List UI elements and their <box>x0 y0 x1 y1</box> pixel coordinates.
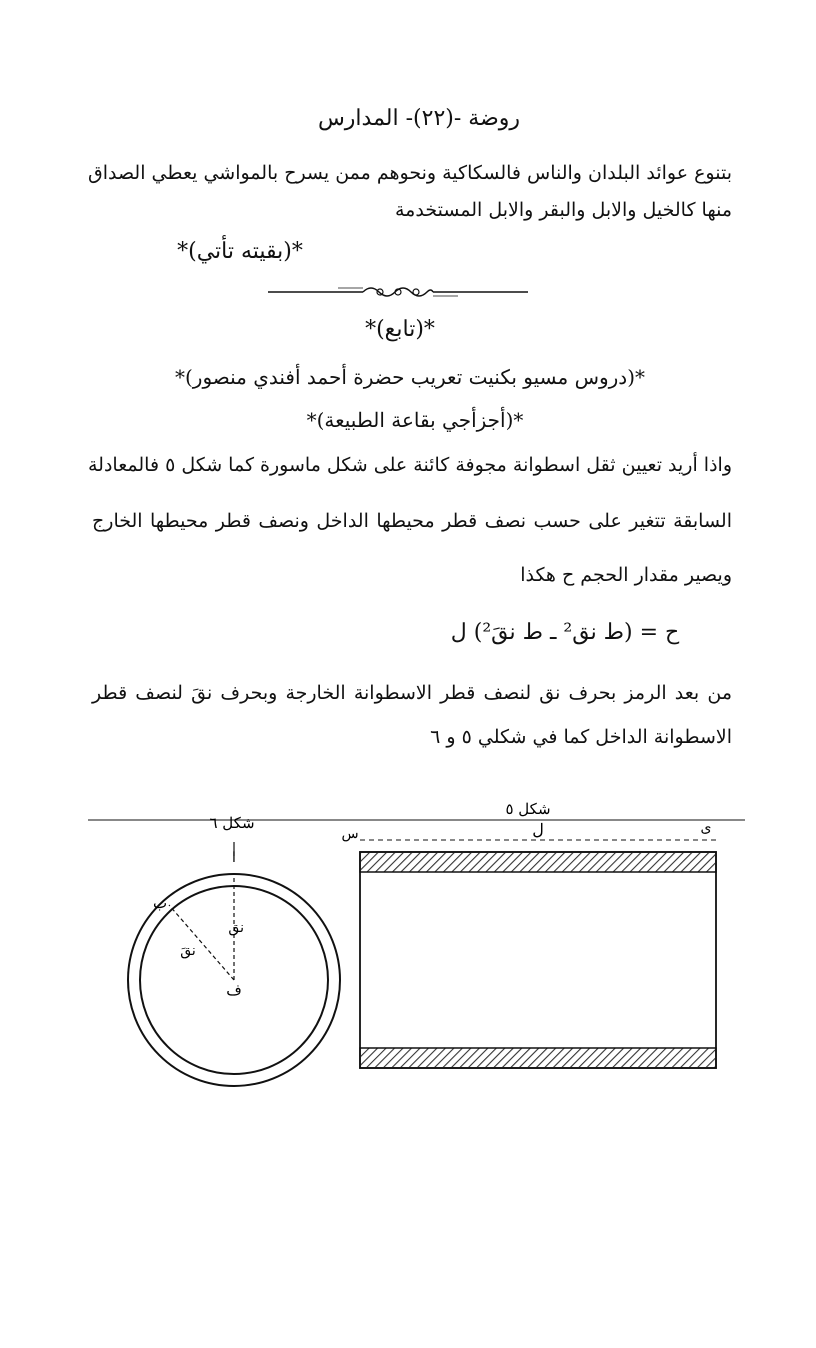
text-line: منها كالخيل والابل والبقر والابل المستخدمة <box>394 199 732 221</box>
ornamental-divider <box>268 283 528 301</box>
figures-diagram <box>0 780 816 1090</box>
label-right: ى <box>700 820 712 836</box>
article-title: *(دروس مسيو بكنيت تعريب حضرة أحمد أفندي منصور)* <box>174 365 646 389</box>
label-radius-outer: نق <box>228 920 244 936</box>
paragraph-line: السابقة تتغير على حسب نصف قطر محيطها الداخل ونصف قطر محيطها الخارج <box>92 510 732 532</box>
formula: ح = (ط نق² ـ ط نقَ²) ل <box>450 620 680 645</box>
label-center: ف <box>226 981 242 999</box>
continued-note: *(بقيته تأتي)* <box>177 239 303 264</box>
figure-5-caption: شكل ٥ <box>505 800 551 818</box>
page-header: روضة -(٢٢)- المدارس <box>317 106 520 131</box>
label-side: ب <box>152 894 168 912</box>
label-top: ا <box>232 850 236 866</box>
paragraph-line: ويصير مقدار الحجم ح هكذا <box>520 564 732 586</box>
figure-6-caption: شكل ٦ <box>209 814 255 832</box>
cylinder-body <box>360 852 716 1068</box>
paragraph-line: من بعد الرمز بحرف نق لنصف قطر الاسطوانة الخارجة وبحرف نقَ لنصف قطر <box>92 682 732 704</box>
top-wall-hatched <box>360 852 716 872</box>
article-subtitle: *(أجزأجي بقاعة الطبيعة)* <box>306 408 524 432</box>
label-length: ل <box>532 820 544 839</box>
article-heading: *(تابع)* <box>365 317 435 342</box>
label-radius-inner: نقَ <box>180 943 196 959</box>
paragraph-line: واذا أريد تعيين ثقل اسطوانة مجوفة كائنة على شكل ماسورة كما شكل ٥ فالمعادلة <box>88 454 732 476</box>
label-left: س <box>341 826 359 842</box>
paragraph-line: الاسطوانة الداخل كما في شكلي ٥ و ٦ <box>430 726 732 748</box>
figure-6-circles <box>128 814 340 1086</box>
figure-5-cylinder <box>341 800 716 1068</box>
bottom-wall-hatched <box>360 1048 716 1068</box>
radius-diagonal <box>169 905 234 980</box>
text-line: بتنوع عوائد البلدان والناس فالسكاكية ونحوهم ممن يسرح بالمواشي يعطي الصداق <box>87 162 732 184</box>
